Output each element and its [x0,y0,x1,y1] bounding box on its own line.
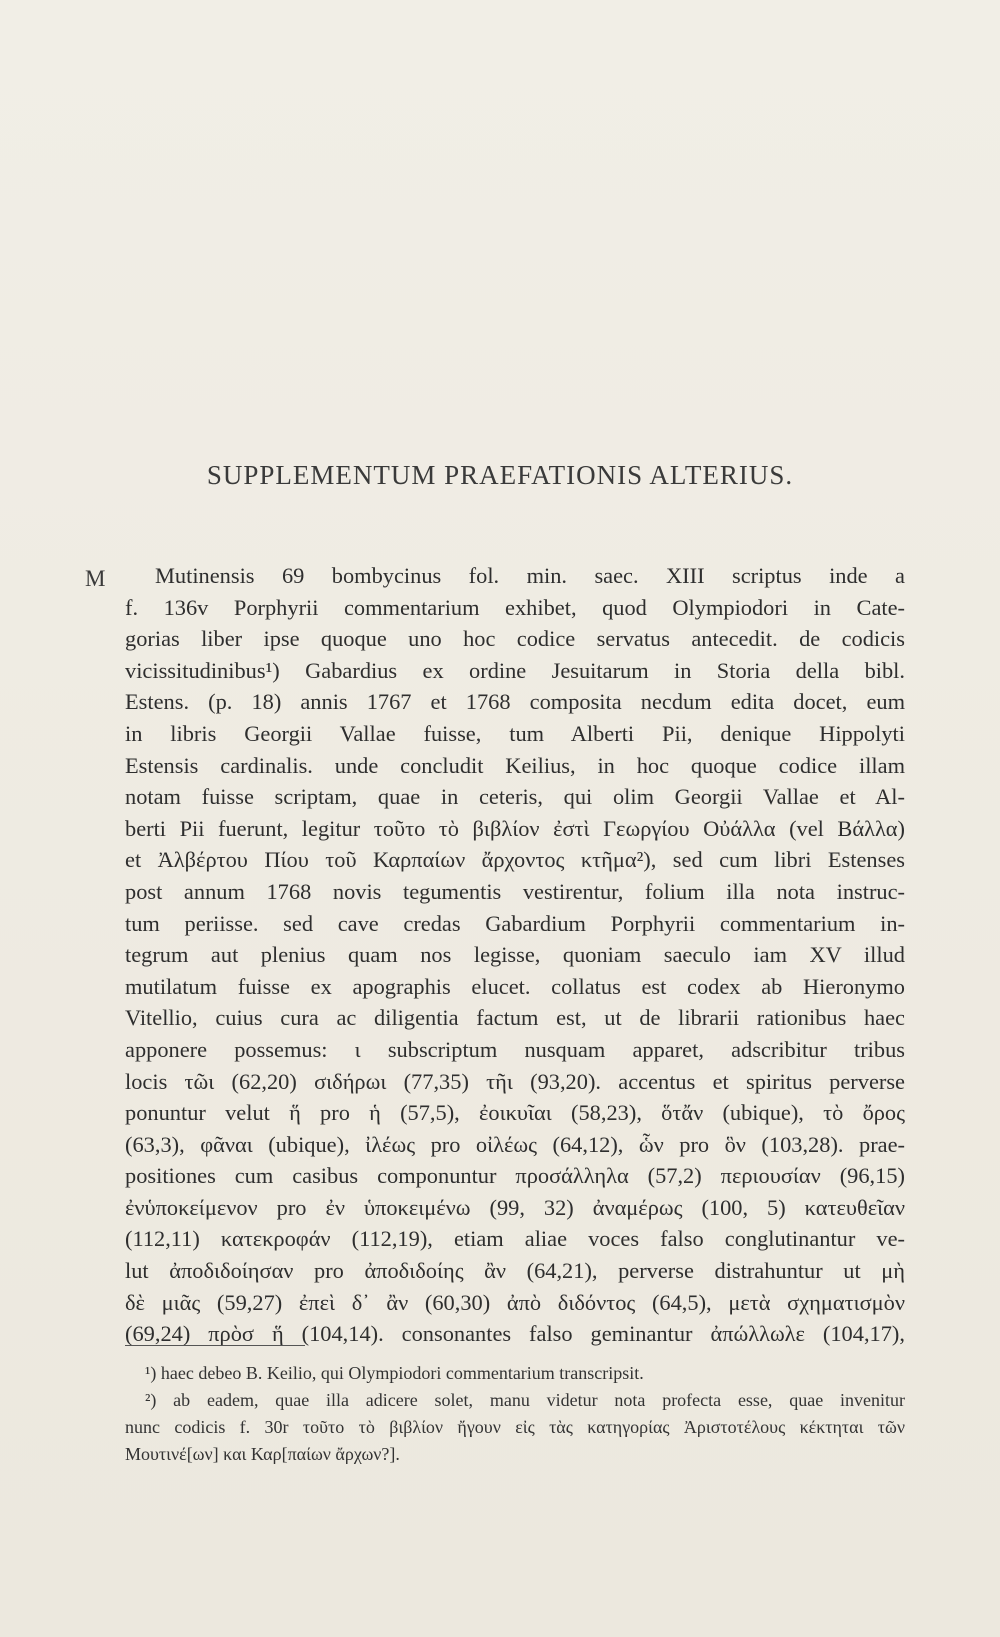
footnote-divider [125,1345,305,1346]
text-line: f. 136v Porphyrii commentarium exhibet, quod Olympiodori in Cate- [125,594,905,620]
text-line: ἐνὑποκείμενον pro ἐν ὑποκειμένω (99, 32) ἀναμέρως (100, 5) κατευθεῖαν [125,1194,905,1220]
footnote-2: ²) ab eadem, quae illa adicere solet, manu videtur nota profecta esse, quae invenitur [145,1390,905,1410]
body-text [125,560,905,1350]
text-line: Vitellio, cuius cura ac diligentia factum est, ut de librarii rationibus haec [125,1005,905,1031]
text-line: mutilatum fuisse ex apographis elucet. collatus est codex ab Hieronymo [125,973,905,999]
text-line: vicissitudinibus¹) Gabardius ex ordine Jesuitarum in Storia della bibl. [125,657,905,683]
text-line: Estensis cardinalis. unde concludit Keilius, in hoc quoque codice illam [125,752,905,778]
text-line: (112,11) κατεκροφάν (112,19), etiam aliae voces falso conglutinantur ve- [125,1226,905,1252]
footnote-1: ¹) haec debeo B. Keilio, qui Olympiodori commentarium transcripsit. [145,1363,644,1383]
footnote-2-cont: nunc codicis f. 30r τοῦτο τὸ βιβλίον ἤγουν εἰς τὰς κατηγορίας Ἀριστοτέλους κέκτηται τῶν [125,1417,905,1437]
text-line: apponere possemus: ι subscriptum nusquam apparet, adscribitur tribus [125,1036,905,1062]
text-line: in libris Georgii Vallae fuisse, tum Alberti Pii, denique Hippolyti [125,720,905,746]
text-line: notam fuisse scriptam, quae in ceteris, qui olim Georgii Vallae et Al- [125,784,905,810]
text-line: tum periisse. sed cave credas Gabardium Porphyrii commentarium in- [125,910,905,936]
text-line: lut ἀποδιδοίησαν pro ἀποδιδοίης ἂν (64,21), perverse distrahuntur ut μὴ [125,1258,905,1284]
text-line: et Ἀλβέρτου Πίου τοῦ Καρπαίων ἄρχοντος κτῆμα²), sed cum libri Estenses [125,847,905,873]
margin-sigil: M [85,566,106,591]
text-line: tegrum aut plenius quam nos legisse, quoniam saeculo iam XV illud [125,942,905,968]
text-line: Estens. (p. 18) annis 1767 et 1768 composita necdum edita docet, eum [125,689,905,715]
text-line: (63,3), φᾶναι (ubique), ἰλέως pro οἰλέως (64,12), ὧν pro ὃν (103,28). prae- [125,1131,905,1157]
footnote-2-cont: Μουτινέ[ων] και Καρ[παίων ἄρχων?]. [125,1444,400,1464]
text-line: post annum 1768 novis tegumentis vestirentur, folium illa nota instruc- [125,878,905,904]
text-line: δὲ μιᾶς (59,27) ἐπεὶ δ᾽ ἂν (60,30) ἀπὸ διδόντος (64,5), μετὰ σχηματισμὸν [125,1289,905,1315]
text-line: ponuntur velut ἥ pro ἡ (57,5), ἐοικυῖαι (58,23), ὅτἄν (ubique), τὸ ὄρος [125,1100,905,1126]
text-line: (69,24) πρὸσ ἥ (104,14). consonantes falso geminantur ἀπώλλωλε (104,17), [125,1321,905,1347]
text-line: locis τῶι (62,20) σιδήρωι (77,35) τῆι (93,20). accentus et spiritus perverse [125,1068,905,1094]
footnotes [125,1360,905,1468]
text-line: gorias liber ipse quoque uno hoc codice servatus antecedit. de codicis [125,626,905,652]
text-line: positiones cum casibus componuntur προσάλληλα (57,2) περιουσίαν (96,15) [125,1163,905,1189]
text-line: Mutinensis 69 bombycinus fol. min. saec. XIII scriptus inde a [155,563,905,588]
text-line: berti Pii fuerunt, legitur τοῦτο τὸ βιβλίον ἐστὶ Γεωργίου Οὐάλλα (vel Βάλλα) [125,815,905,841]
page-title: SUPPLEMENTUM PRAEFATIONIS ALTERIUS. [206,460,794,490]
